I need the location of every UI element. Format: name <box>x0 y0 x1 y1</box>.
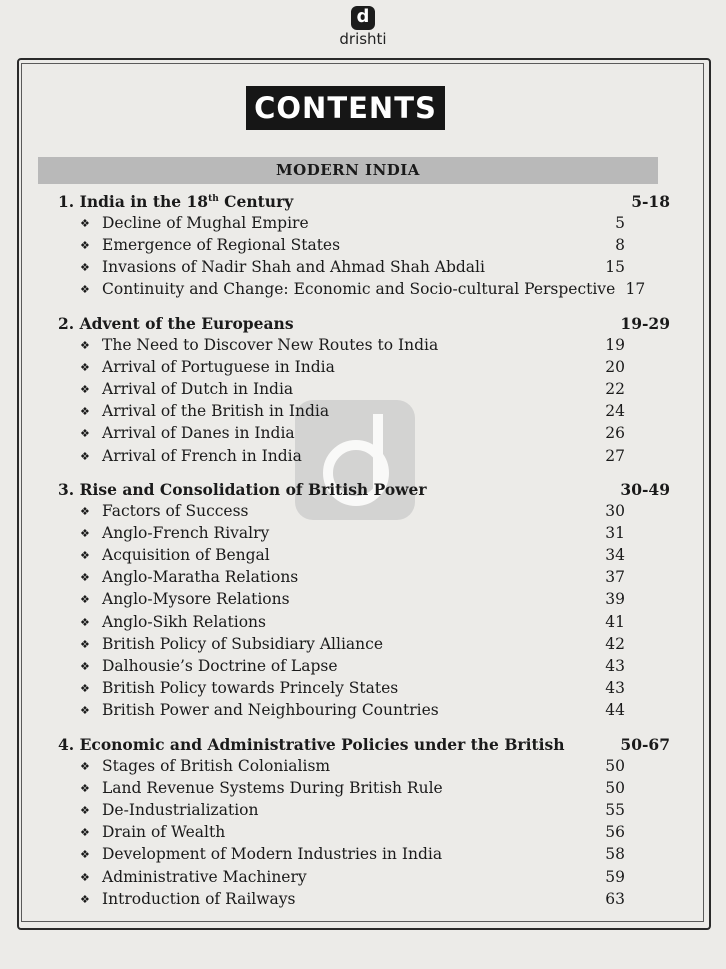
bullet-diamond-icon: ❖ <box>80 361 90 375</box>
toc-item-label: Arrival of French in India <box>102 446 302 465</box>
toc-item-page: 37 <box>605 568 625 587</box>
toc-item-page: 50 <box>605 757 625 775</box>
toc-item-page: 22 <box>605 380 625 399</box>
toc-item <box>80 757 625 775</box>
toc-item-page: 56 <box>605 823 625 842</box>
bullet-diamond-icon: ❖ <box>80 892 90 906</box>
toc-item-label: Arrival of the British in India <box>102 402 330 421</box>
toc-item-label: Administrative Machinery <box>102 867 307 886</box>
toc-item <box>80 635 625 653</box>
page-title: CONTENTS <box>246 86 445 130</box>
bullet-diamond-icon: ❖ <box>80 505 90 518</box>
chapter-title: 1. India in the 18th Century <box>58 192 294 211</box>
toc-item-label: Factors of Success <box>102 502 249 520</box>
toc-item-label: Arrival of Dutch in India <box>102 380 294 399</box>
toc-item-label: Introduction of Railways <box>102 889 296 908</box>
bullet-diamond-icon: ❖ <box>80 549 90 563</box>
toc-item <box>80 502 625 520</box>
toc-item-label: Land Revenue Systems During British Rule <box>102 779 443 798</box>
toc-item-page: 30 <box>605 502 625 520</box>
toc-item <box>80 568 625 586</box>
toc-item-label: British Policy of Subsidiary Alliance <box>102 634 384 653</box>
toc-item-label: Stages of British Colonialism <box>102 757 331 775</box>
toc-item-label: Decline of Mughal Empire <box>102 214 309 232</box>
toc-item <box>80 845 625 863</box>
bullet-diamond-icon: ❖ <box>80 261 90 275</box>
bullet-diamond-icon: ❖ <box>80 339 90 352</box>
bullet-diamond-icon: ❖ <box>80 383 90 397</box>
toc-item-label: Arrival of Danes in India <box>102 424 295 443</box>
toc-item <box>80 613 625 631</box>
toc-item-page: 43 <box>605 678 625 697</box>
bullet-diamond-icon: ❖ <box>80 217 90 230</box>
bullet-diamond-icon: ❖ <box>80 703 90 717</box>
toc-item-page: 42 <box>605 634 625 653</box>
toc-item-page: 15 <box>605 258 625 277</box>
toc-item-label: Invasions of Nadir Shah and Ahmad Shah Abdali <box>102 258 485 277</box>
toc-item-label: De-Industrialization <box>102 801 259 820</box>
brand-name: drishti <box>339 30 387 48</box>
bullet-diamond-icon: ❖ <box>80 615 90 629</box>
toc-item <box>80 657 625 675</box>
section-heading: MODERN INDIA <box>38 157 658 184</box>
toc-item-page: 19 <box>605 336 625 354</box>
toc-item-page: 55 <box>605 801 625 820</box>
toc-item-label: Acquisition of Bengal <box>102 546 270 565</box>
toc-item-page: 20 <box>605 358 625 377</box>
toc-item <box>80 679 625 697</box>
toc-item-page: 26 <box>605 424 625 443</box>
toc-item-page: 41 <box>605 612 625 631</box>
chapter-row <box>58 735 670 754</box>
bullet-diamond-icon: ❖ <box>80 681 90 695</box>
bullet-diamond-icon: ❖ <box>80 804 90 818</box>
toc-item-page: 5 <box>615 214 625 232</box>
toc-item-label: Dalhousie’s Doctrine of Lapse <box>102 656 338 675</box>
toc-item <box>80 546 625 564</box>
toc-item <box>80 801 625 819</box>
chapter-title: 3. Rise and Consolidation of British Power <box>58 480 427 499</box>
bullet-diamond-icon: ❖ <box>80 449 90 463</box>
chapter-pages: 19-29 <box>620 314 670 333</box>
toc-item <box>80 890 625 908</box>
toc-item <box>80 823 625 841</box>
bullet-diamond-icon: ❖ <box>80 826 90 840</box>
chapter-title: 2. Advent of the Europeans <box>58 314 294 333</box>
chapter-pages: 5-18 <box>631 192 670 211</box>
toc-item-page: 43 <box>605 656 625 675</box>
toc-item <box>80 524 625 542</box>
chapter-row <box>58 192 670 211</box>
toc-item-label: Drain of Wealth <box>102 823 226 842</box>
bullet-diamond-icon: ❖ <box>80 659 90 673</box>
toc-item-label: Anglo-Maratha Relations <box>102 568 299 587</box>
bullet-diamond-icon: ❖ <box>80 405 90 419</box>
toc-item <box>80 236 625 254</box>
bullet-diamond-icon: ❖ <box>80 283 90 297</box>
bullet-diamond-icon: ❖ <box>80 571 90 585</box>
chapter-pages: 50-67 <box>620 735 670 754</box>
toc-item <box>80 380 625 398</box>
toc-item-page: 34 <box>605 546 625 565</box>
toc-item-page: 39 <box>605 590 625 609</box>
toc-item <box>80 590 625 608</box>
toc-item <box>80 701 625 719</box>
toc-item-page: 24 <box>605 402 625 421</box>
chapter-title: 4. Economic and Administrative Policies under the British <box>58 735 565 754</box>
toc-item-label: Emergence of Regional States <box>102 236 341 255</box>
bullet-diamond-icon: ❖ <box>80 760 90 773</box>
toc-item <box>80 358 625 376</box>
toc-item <box>80 336 625 354</box>
toc-item-page: 31 <box>605 524 625 543</box>
toc-item-label: Development of Modern Industries in India <box>102 845 443 864</box>
toc-item <box>80 258 625 276</box>
toc-item-page: 59 <box>605 867 625 886</box>
toc-item-page: 17 <box>625 280 646 299</box>
chapter-row <box>58 314 670 333</box>
toc-item-label: Anglo-Mysore Relations <box>102 590 290 609</box>
toc-item-label: British Power and Neighbouring Countries <box>102 700 439 719</box>
bullet-diamond-icon: ❖ <box>80 593 90 607</box>
bullet-diamond-icon: ❖ <box>80 637 90 651</box>
toc-item-page: 27 <box>605 446 625 465</box>
bullet-diamond-icon: ❖ <box>80 870 90 884</box>
toc-item-page: 50 <box>605 779 625 798</box>
bullet-diamond-icon: ❖ <box>80 239 90 253</box>
bullet-diamond-icon: ❖ <box>80 427 90 441</box>
toc-item-label: British Policy towards Princely States <box>102 678 399 697</box>
bullet-diamond-icon: ❖ <box>80 848 90 862</box>
toc-item-page: 58 <box>605 845 625 864</box>
brand-logo <box>0 6 726 48</box>
toc-item-label: Arrival of Portuguese in India <box>102 358 335 377</box>
toc-item-page: 8 <box>615 236 625 255</box>
bullet-diamond-icon: ❖ <box>80 527 90 541</box>
toc-item <box>80 214 625 232</box>
toc-item-label: The Need to Discover New Routes to India <box>102 336 439 354</box>
chapter-pages: 30-49 <box>620 480 670 499</box>
toc-item-label: Anglo-Sikh Relations <box>102 612 266 631</box>
toc-item-label: Anglo-French Rivalry <box>102 524 270 543</box>
bullet-diamond-icon: ❖ <box>80 782 90 796</box>
toc-item <box>80 868 625 886</box>
toc-item <box>80 779 625 797</box>
toc-item-page: 44 <box>605 700 625 719</box>
chapter-row <box>58 480 670 499</box>
toc-item-label: Continuity and Change: Economic and Socio-cultural Perspective <box>102 280 616 299</box>
drishti-logo-icon: d <box>351 6 375 30</box>
toc-item-page: 63 <box>605 889 625 908</box>
toc-item <box>80 447 625 465</box>
toc-item <box>80 424 625 442</box>
toc-item <box>80 280 646 299</box>
toc-item <box>80 402 625 420</box>
